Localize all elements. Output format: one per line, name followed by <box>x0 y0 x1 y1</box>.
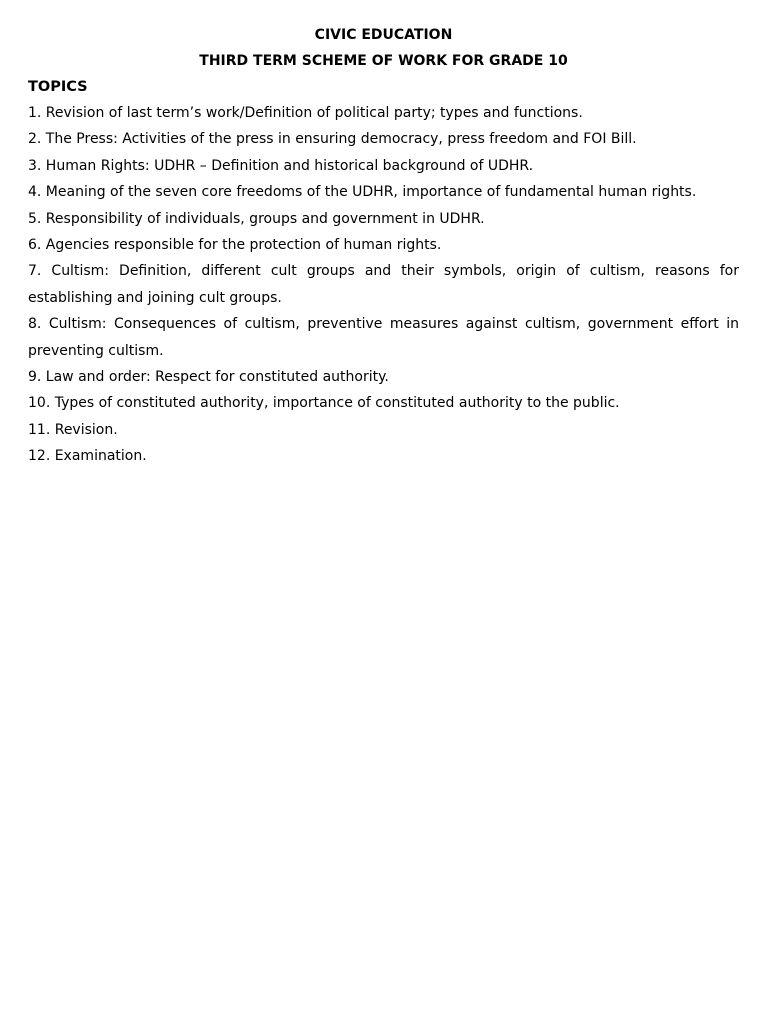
topic-item-9: 9. Law and order: Respect for constituted authority. <box>28 369 389 386</box>
topic-item-2: 2. The Press: Activities of the press in ensuring democracy, press freedom and FOI Bill. <box>28 131 637 148</box>
topic-item-4: 4. Meaning of the seven core freedoms of the UDHR, importance of fundamental human rights. <box>28 184 697 201</box>
topic-item-5: 5. Responsibility of individuals, groups and government in UDHR. <box>28 210 485 227</box>
topics-list <box>28 100 739 470</box>
document-title: CIVIC EDUCATION <box>314 27 453 43</box>
topic-item-1: 1. Revision of last term’s work/Definition of political party; types and functions. <box>28 105 583 121</box>
section-heading-topics: TOPICS <box>28 79 88 95</box>
document-subtitle: THIRD TERM SCHEME OF WORK FOR GRADE 10 <box>199 53 568 69</box>
document-page <box>28 22 739 470</box>
topic-item-8: 8. Cultism: Consequences of cultism, preventive measures against cultism, government effort in preventing cultism. <box>28 316 739 359</box>
topic-item-3: 3. Human Rights: UDHR – Definition and historical background of UDHR. <box>28 157 534 174</box>
topic-item-10: 10. Types of constituted authority, importance of constituted authority to the public. <box>28 395 620 412</box>
topic-item-11: 11. Revision. <box>28 421 118 438</box>
topic-item-6: 6. Agencies responsible for the protection of human rights. <box>28 237 442 254</box>
topic-item-12: 12. Examination. <box>28 448 147 465</box>
topic-item-7: 7. Cultism: Definition, different cult groups and their symbols, origin of cultism, reasons for establishing and joining cult groups. <box>28 263 739 306</box>
